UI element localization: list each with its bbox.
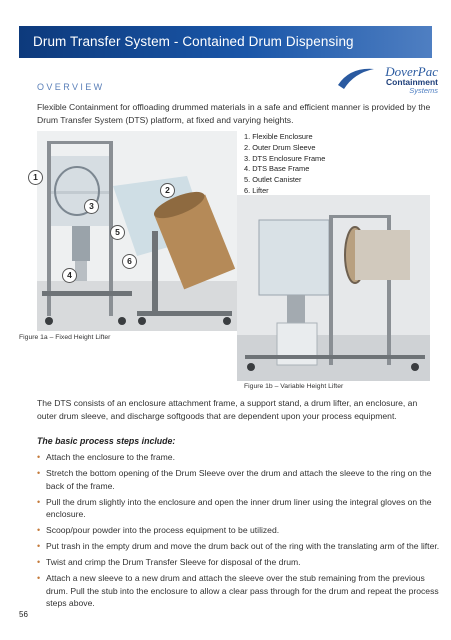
figure-1a-photo bbox=[37, 131, 237, 331]
swoosh-icon bbox=[336, 63, 376, 93]
callout-6: 6 bbox=[122, 254, 137, 269]
logo-line1: Containment bbox=[386, 77, 438, 87]
bullet-icon: • bbox=[37, 573, 41, 583]
logo-line2: Systems bbox=[409, 86, 438, 95]
list-item bbox=[37, 467, 442, 492]
list-item bbox=[37, 556, 442, 569]
intro-paragraph: Flexible Containment for offloading drummed materials in a safe and efficient manner is provided by the Drum Transfer System (DTS) platform, at fixed and varying heights. bbox=[37, 102, 431, 125]
figure-1b-caption: Figure 1b – Variable Height Lifter bbox=[244, 383, 344, 390]
callout-3: 3 bbox=[84, 199, 99, 214]
legend-item: 3. DTS Enclosure Frame bbox=[244, 153, 326, 163]
page-subtitle: Contained Drum Dispensing bbox=[182, 34, 354, 49]
doverpac-logo bbox=[336, 63, 446, 93]
step-text: Stretch the bottom opening of the Drum Sleeve over the drum and attach the sleeve to the ring on the back of the frame. bbox=[46, 468, 432, 491]
step-text: Attach the enclosure to the frame. bbox=[46, 452, 175, 462]
callout-5: 5 bbox=[110, 225, 125, 240]
step-text: Scoop/pour powder into the process equipment to be utilized. bbox=[46, 525, 280, 535]
list-item bbox=[37, 524, 442, 537]
body-paragraph: The DTS consists of an enclosure attachment frame, a support stand, a drum lifter, an enclosure, an outer drum sleeve, and discharge softgoods that are dependent upon your process equipment. bbox=[37, 398, 418, 421]
overview-heading: OVERVIEW bbox=[37, 82, 105, 92]
step-text: Put trash in the empty drum and move the drum back out of the ring with the translating arm of the lifter. bbox=[46, 541, 440, 551]
bullet-icon: • bbox=[37, 496, 41, 507]
list-item bbox=[37, 496, 442, 521]
legend-item: 2. Outer Drum Sleeve bbox=[244, 142, 316, 152]
step-text: Attach a new sleeve to a new drum and attach the sleeve over the stub remaining from the previous drum. Pull the stub into the enclosure to allow a clear pass through for the drum and repeat the process steps above. bbox=[46, 573, 439, 608]
bullet-icon: • bbox=[37, 525, 41, 535]
bullet-icon: • bbox=[37, 452, 41, 462]
step-text: Twist and crimp the Drum Transfer Sleeve for disposal of the drum. bbox=[46, 557, 301, 567]
logo-brand: DoverPac bbox=[385, 64, 438, 79]
callout-4: 4 bbox=[62, 268, 77, 283]
list-item bbox=[37, 540, 442, 553]
bullet-icon: • bbox=[37, 541, 41, 551]
page-title-bar bbox=[19, 26, 432, 58]
callout-1: 1 bbox=[28, 170, 43, 185]
legend-item: 4. DTS Base Frame bbox=[244, 164, 310, 174]
step-text: Pull the drum slightly into the enclosure and open the inner drum liner using the integral gloves on the enclosure. bbox=[46, 496, 432, 519]
steps-heading: The basic process steps include: bbox=[37, 436, 176, 446]
bullet-icon: • bbox=[37, 468, 41, 478]
page-number: 56 bbox=[19, 610, 28, 619]
legend-item: 6. Lifter bbox=[244, 185, 269, 195]
figure-1a-caption: Figure 1a – Fixed Height Lifter bbox=[19, 334, 111, 341]
figure-1b-photo bbox=[237, 195, 430, 381]
bullet-icon: • bbox=[37, 557, 41, 567]
legend-item: 1. Flexible Enclosure bbox=[244, 132, 313, 141]
figure-legend bbox=[244, 132, 325, 197]
legend-item: 5. Outlet Canister bbox=[244, 175, 302, 185]
list-item bbox=[37, 572, 442, 610]
callout-2: 2 bbox=[160, 183, 175, 198]
steps-list bbox=[37, 451, 442, 613]
page-title: Drum Transfer System - bbox=[33, 34, 183, 49]
list-item bbox=[37, 451, 442, 464]
